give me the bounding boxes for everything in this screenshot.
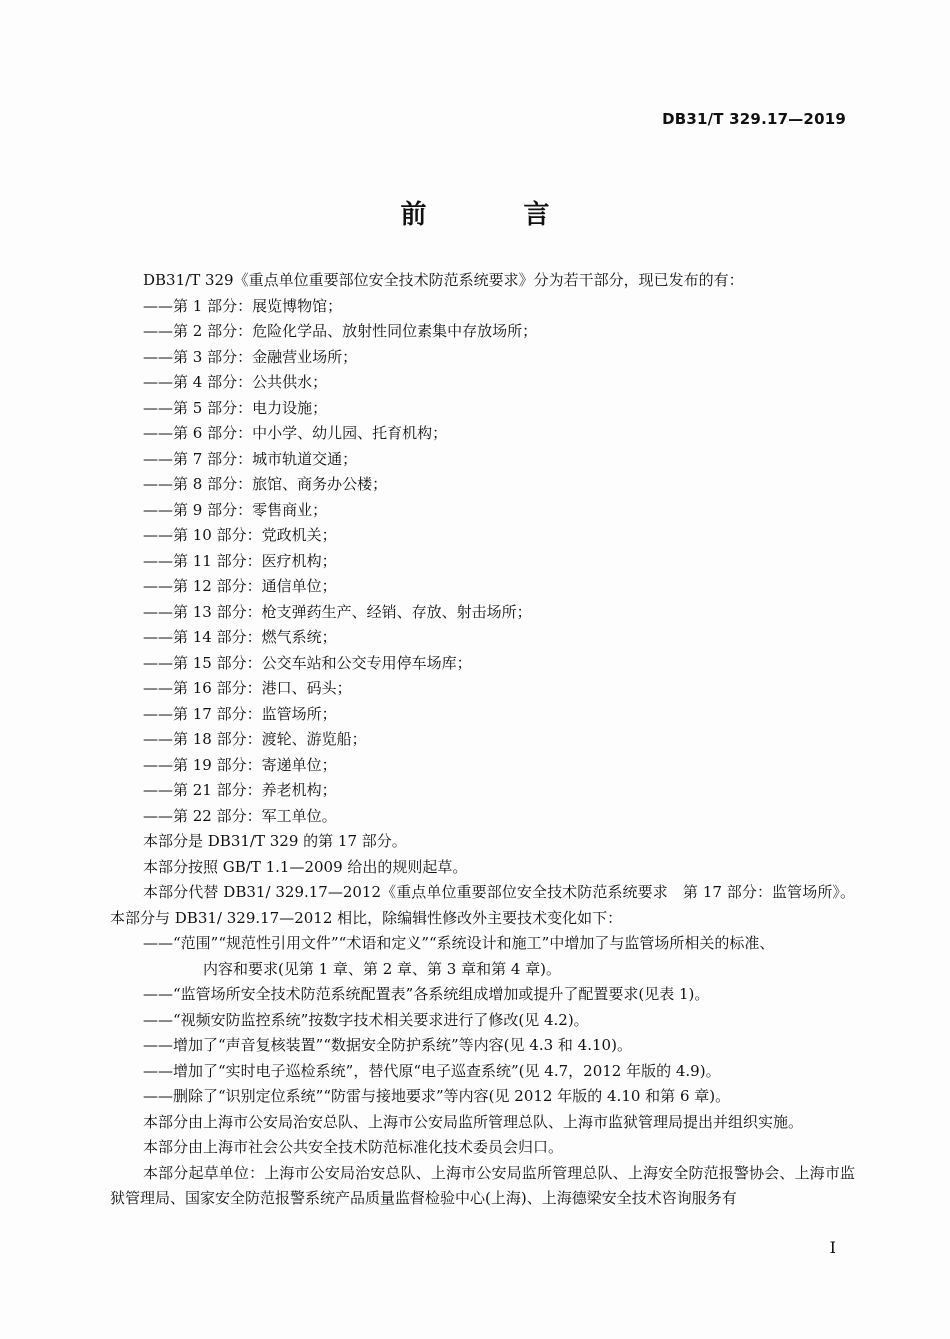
list-item: ——第 11 部分：医疗机构； bbox=[143, 551, 337, 570]
list-item: ——第 4 部分：公共供水； bbox=[143, 373, 328, 391]
change-item-2: ——“监管场所安全技术防范系统配置表”各系统组成增加或提升了配置要求(见表 1)。 bbox=[143, 985, 710, 1003]
parts-list bbox=[110, 294, 855, 830]
change-item-1 bbox=[110, 931, 855, 982]
change-item-4: ——增加了“声音复核装置”“数据安全防护系统”等内容(见 4.3 和 4.10)。 bbox=[143, 1036, 632, 1054]
drafters-paragraph: 本部分起草单位：上海市公安局治安总队、上海市公安局监所管理总队、上海安全防范报警协会、上海市监狱管理局、国家安全防范报警系统产品质量监督检验中心(上海)、上海德梁安全技术咨询服务有 bbox=[110, 1163, 855, 1207]
list-item: ——第 12 部分：通信单位； bbox=[143, 577, 337, 595]
standard-code: DB31/T 329.17—2019 bbox=[662, 110, 846, 128]
centralized-paragraph: 本部分由上海市社会公共安全技术防范标准化技术委员会归口。 bbox=[143, 1138, 564, 1156]
page-number: I bbox=[829, 1238, 836, 1257]
list-item: ——第 3 部分：金融营业场所； bbox=[143, 347, 358, 366]
list-item: ——第 18 部分：渡轮、游览船； bbox=[143, 730, 367, 748]
list-item: ——第 14 部分：燃气系统； bbox=[143, 628, 337, 646]
list-item: ——第 5 部分：电力设施； bbox=[143, 398, 328, 417]
list-item: ——第 6 部分：中小学、幼儿园、托育机构； bbox=[143, 424, 448, 442]
change-item-6: ——删除了“识别定位系统”“防雷与接地要求”等内容(见 2012 年版的 4.10 和第 6 章)。 bbox=[143, 1087, 731, 1105]
page-title: 前 言 bbox=[400, 200, 594, 230]
proposer-paragraph: 本部分由上海市公安局治安总队、上海市公安局监所管理总队、上海市监狱管理局提出并组织实施。 bbox=[143, 1112, 804, 1131]
list-item: ——第 16 部分：港口、码头； bbox=[143, 679, 352, 697]
list-item: ——第 21 部分：养老机构； bbox=[143, 781, 337, 799]
list-item: ——第 10 部分：党政机关； bbox=[143, 526, 337, 544]
list-item: ——第 19 部分：寄递单位； bbox=[143, 755, 337, 774]
replacement-paragraph: 本部分代替 DB31/ 329.17—2012《重点单位重要部位安全技术防范系统要求 第 17 部分：监管场所》。本部分与 DB31/ 329.17—2012 相比，除编辑性修改外主要技术变化如下： bbox=[110, 883, 855, 927]
foreword-body bbox=[110, 268, 855, 1212]
list-item: ——第 17 部分：监管场所； bbox=[143, 704, 337, 723]
list-item: ——第 13 部分：枪支弹药生产、经销、存放、射击场所； bbox=[143, 602, 532, 621]
part-number-paragraph: 本部分是 DB31/T 329 的第 17 部分。 bbox=[143, 832, 407, 850]
list-item: ——第 22 部分：军工单位。 bbox=[143, 806, 337, 825]
list-item: ——第 15 部分：公交车站和公交专用停车场库； bbox=[143, 653, 472, 672]
list-item: ——第 2 部分：危险化学品、放射性同位素集中存放场所； bbox=[143, 322, 538, 340]
change-item-5: ——增加了“实时电子巡检系统”，替代原“电子巡查系统”(见 4.7，2012 年版的 4.9)。 bbox=[143, 1061, 721, 1080]
change-item-1-line2: 内容和要求(见第 1 章、第 2 章、第 3 章和第 4 章)。 bbox=[203, 959, 562, 978]
change-item-1-line1: ——“范围”“规范性引用文件”“术语和定义”“系统设计和施工”中增加了与监管场所相关的标准、 bbox=[143, 934, 775, 952]
intro-paragraph: DB31/T 329《重点单位重要部位安全技术防范系统要求》分为若干部分，现已发布的有： bbox=[143, 271, 744, 289]
list-item: ——第 8 部分：旅馆、商务办公楼； bbox=[143, 475, 388, 493]
list-item: ——第 9 部分：零售商业； bbox=[143, 500, 328, 519]
list-item: ——第 7 部分：城市轨道交通； bbox=[143, 449, 358, 468]
drafting-rules-paragraph: 本部分按照 GB/T 1.1—2009 给出的规则起草。 bbox=[143, 857, 468, 876]
change-item-3: ——“视频安防监控系统”按数字技术相关要求进行了修改(见 4.2)。 bbox=[143, 1010, 589, 1029]
list-item: ——第 1 部分：展览博物馆； bbox=[143, 296, 343, 315]
